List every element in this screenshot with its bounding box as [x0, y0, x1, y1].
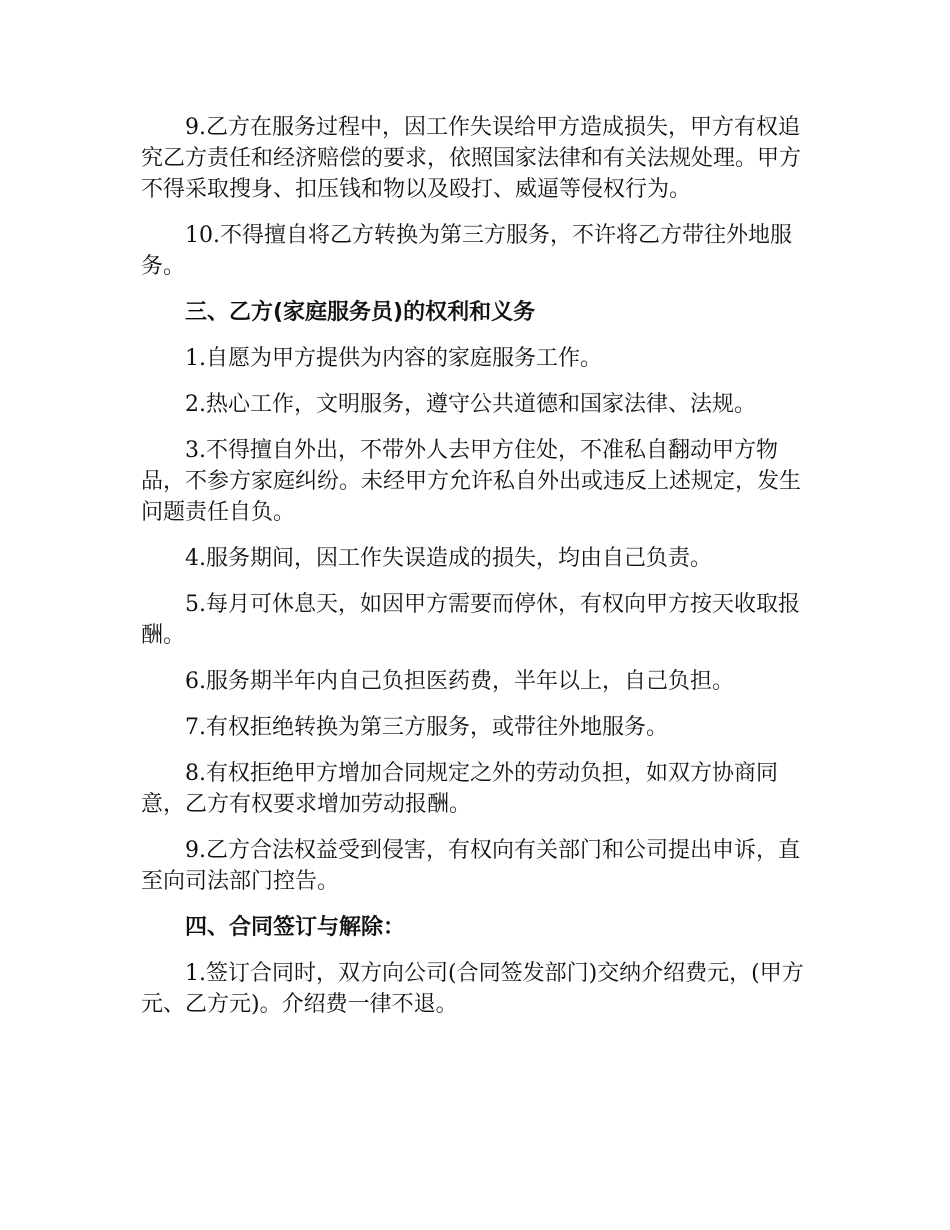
paragraph-10-no-transfer: 10.不得擅自将乙方转换为第三方服务，不许将乙方带往外地服务。: [141, 223, 792, 279]
paragraph-3-no-leaving: 3.不得擅自外出，不带外人去甲方住处，不准私自翻动甲方物品，不参方家庭纠纷。未经甲方允许私自外出或违反上述规定，发生问题责任自负。: [141, 438, 802, 525]
paragraph-6-medical-costs: 6.服务期半年内自己负担医药费，半年以上，自己负担。: [185, 669, 734, 694]
paragraph-2-civil-service: 2.热心工作，文明服务，遵守公共道德和国家法律、法规。: [185, 392, 756, 417]
document-body: [141, 112, 821, 1035]
paragraph-7-refuse-transfer: 7.有权拒绝转换为第三方服务，或带往外地服务。: [185, 715, 668, 740]
paragraph-1-voluntary: 1.自愿为甲方提供为内容的家庭服务工作。: [185, 346, 602, 371]
section-heading-4: 四、合同签订与解除：: [185, 915, 406, 940]
paragraph-5-rest-days: 5.每月可休息天，如因甲方需要而停休，有权向甲方按天收取报酬。: [141, 592, 800, 648]
paragraph-9-appeal-rights: 9.乙方合法权益受到侵害，有权向有关部门和公司提出申诉，直至向司法部门控告。: [141, 838, 800, 894]
paragraph-1-introduction-fee: 1.签订合同时，双方向公司(合同签发部门)交纳介绍费元，(甲方元、乙方元)。介绍费一律不退。: [141, 961, 804, 1017]
paragraph-9-party-b-loss: 9.乙方在服务过程中，因工作失误给甲方造成损失，甲方有权追究乙方责任和经济赔偿的要求，依照国家法律和有关法规处理。甲方不得采取搜身、扣压钱和物以及殴打、威逼等侵权行为。: [141, 115, 802, 202]
section-heading-3: 三、乙方(家庭服务员)的权利和义务: [185, 300, 536, 325]
paragraph-4-own-losses: 4.服务期间，因工作失误造成的损失，均由自己负责。: [185, 546, 712, 571]
paragraph-8-refuse-extra-work: 8.有权拒绝甲方增加合同规定之外的劳动负担，如双方协商同意，乙方有权要求增加劳动报酬。: [141, 761, 778, 817]
